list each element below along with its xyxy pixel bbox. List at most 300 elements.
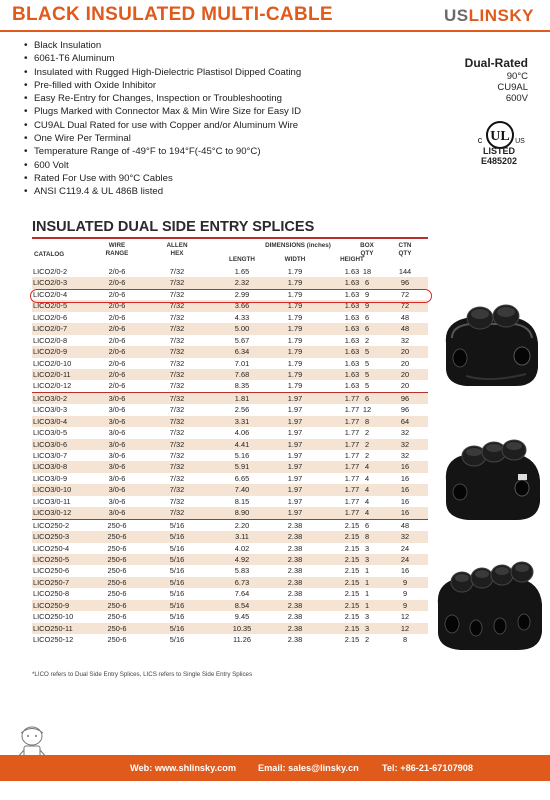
rating-temp: 90°C xyxy=(506,71,528,82)
cell-wire-range: 250-6 xyxy=(107,566,127,576)
ul-mark-text: UL xyxy=(490,129,510,144)
cell-length: 7.68 xyxy=(234,369,250,379)
table-row xyxy=(32,312,428,323)
table-body xyxy=(32,266,428,645)
cell-ctn-qty: 96 xyxy=(400,278,410,288)
cell-box-qty: 1 xyxy=(364,566,370,576)
cell-width: 1.97 xyxy=(287,462,303,472)
cell-catalog: LICO250-5 xyxy=(33,554,70,564)
cell-height: 1.77 xyxy=(344,485,360,495)
cell-width: 1.97 xyxy=(287,508,303,518)
cell-height: 1.63 xyxy=(344,347,360,357)
table-row xyxy=(32,450,428,461)
cell-ctn-qty: 9 xyxy=(402,600,408,610)
cell-wire-range: 3/0-6 xyxy=(108,451,126,460)
cell-ctn-qty: 72 xyxy=(400,301,410,311)
feature-item: • 6061-T6 Aluminum xyxy=(24,52,404,65)
cell-box-qty: 6 xyxy=(364,312,370,322)
cell-allen-hex: 5/16 xyxy=(169,554,185,564)
cell-length: 11.26 xyxy=(233,635,251,644)
cell-allen-hex: 5/16 xyxy=(169,623,185,633)
cell-box-qty: 5 xyxy=(364,381,370,391)
header-dimensions: DIMENSIONS (inches) xyxy=(265,242,331,249)
cell-length: 8.15 xyxy=(234,496,250,506)
cell-ctn-qty: 20 xyxy=(400,347,410,357)
cell-box-qty: 6 xyxy=(364,520,370,530)
cell-ctn-qty: 20 xyxy=(400,358,410,368)
cell-width: 2.38 xyxy=(287,612,303,622)
cell-wire-range: 3/0-6 xyxy=(108,508,126,518)
cell-width: 1.79 xyxy=(287,289,303,299)
cell-allen-hex: 7/32 xyxy=(169,428,185,438)
cell-catalog: LICO250-8 xyxy=(33,589,70,599)
feature-item: • ANSI C119.4 & UL 486B listed xyxy=(24,185,404,198)
cell-height: 1.77 xyxy=(344,439,360,449)
table-row xyxy=(32,416,428,427)
cell-wire-range: 2/0-6 xyxy=(108,347,126,357)
cell-catalog: LICO3/0-7 xyxy=(33,451,68,460)
cell-length: 2.20 xyxy=(234,520,250,530)
cell-height: 1.63 xyxy=(344,369,360,379)
cell-length: 5.83 xyxy=(234,566,250,576)
cell-width: 1.79 xyxy=(287,381,303,391)
cell-length: 4.06 xyxy=(234,428,250,438)
cell-height: 2.15 xyxy=(344,623,360,633)
table-row xyxy=(32,484,428,495)
cell-height: 2.15 xyxy=(344,635,360,644)
cell-wire-range: 3/0-6 xyxy=(108,428,126,438)
cell-box-qty: 5 xyxy=(364,358,370,368)
footer-bar xyxy=(0,755,550,781)
table-row xyxy=(32,346,428,357)
table-row xyxy=(32,496,428,507)
cell-catalog: LICO2/0-11 xyxy=(33,369,71,379)
cell-height: 2.15 xyxy=(344,554,360,564)
cell-length: 4.92 xyxy=(234,554,250,564)
cell-wire-range: 2/0-6 xyxy=(108,324,126,334)
rating-cu: CU9AL xyxy=(497,82,528,93)
cell-height: 2.15 xyxy=(344,577,360,587)
cell-length: 8.90 xyxy=(234,508,250,518)
cell-length: 2.32 xyxy=(234,278,250,288)
table-row xyxy=(32,543,428,554)
cell-wire-range: 2/0-6 xyxy=(108,289,126,299)
table-row xyxy=(32,519,428,531)
cell-allen-hex: 7/32 xyxy=(169,347,185,357)
cell-length: 7.64 xyxy=(234,589,250,599)
cell-length: 4.33 xyxy=(234,312,250,322)
cell-box-qty: 5 xyxy=(364,369,370,379)
ul-listing-number: E485202 xyxy=(480,156,518,166)
cell-wire-range: 250-6 xyxy=(107,554,127,564)
cell-height: 1.63 xyxy=(344,267,360,276)
splice-3port-image xyxy=(438,430,546,526)
cell-height: 1.63 xyxy=(344,312,360,322)
cell-catalog: LICO2/0-2 xyxy=(33,267,68,276)
cell-box-qty: 6 xyxy=(364,278,370,288)
cell-ctn-qty: 16 xyxy=(400,566,410,576)
header-box-qty: BOX QTY xyxy=(360,242,374,257)
cell-catalog: LICO250-3 xyxy=(33,532,70,542)
table-row xyxy=(32,611,428,622)
cell-box-qty: 18 xyxy=(362,267,372,276)
cell-box-qty: 4 xyxy=(364,485,370,495)
cell-catalog: LICO2/0-10 xyxy=(33,358,72,368)
cell-catalog: LICO2/0-7 xyxy=(33,324,68,334)
cell-wire-range: 250-6 xyxy=(107,577,127,587)
feature-item: • CU9AL Dual Rated for use with Copper and/or Aluminum Wire xyxy=(24,119,404,132)
cell-ctn-qty: 32 xyxy=(400,451,410,460)
cell-length: 5.00 xyxy=(234,324,250,334)
cell-wire-range: 2/0-6 xyxy=(108,301,126,311)
cell-width: 2.38 xyxy=(287,600,303,610)
cell-width: 2.38 xyxy=(287,532,303,542)
cell-length: 5.16 xyxy=(234,451,250,460)
cell-wire-range: 2/0-6 xyxy=(108,278,126,288)
cell-catalog: LICO3/0-11 xyxy=(33,496,71,506)
cell-ctn-qty: 48 xyxy=(400,324,410,334)
cell-allen-hex: 5/16 xyxy=(169,577,185,587)
cell-height: 1.77 xyxy=(344,416,360,426)
cell-box-qty: 2 xyxy=(364,451,370,460)
ul-us-text: US xyxy=(515,138,525,145)
cell-allen-hex: 7/32 xyxy=(169,416,185,426)
cell-allen-hex: 7/32 xyxy=(169,439,185,449)
table-row xyxy=(32,461,428,472)
splice-4port-image xyxy=(432,548,546,658)
table-row xyxy=(32,335,428,346)
cell-wire-range: 3/0-6 xyxy=(108,473,126,483)
cell-ctn-qty: 16 xyxy=(400,462,410,472)
cell-width: 2.38 xyxy=(287,635,303,644)
cell-catalog: LICO250-11 xyxy=(33,623,73,633)
cell-length: 1.65 xyxy=(234,267,250,276)
cell-ctn-qty: 16 xyxy=(400,485,410,495)
cell-wire-range: 3/0-6 xyxy=(108,405,126,415)
cell-allen-hex: 7/32 xyxy=(169,393,185,403)
feature-item: • Temperature Range of -49°F to 194°F(-45°C to 90°C) xyxy=(24,145,404,158)
table-header xyxy=(32,240,428,266)
cell-width: 2.38 xyxy=(287,543,303,553)
header-ctn-qty: CTN QTY xyxy=(398,242,412,257)
table-row xyxy=(32,554,428,565)
cell-ctn-qty: 32 xyxy=(400,335,410,345)
cell-allen-hex: 5/16 xyxy=(169,635,185,644)
table-row xyxy=(32,427,428,438)
cell-wire-range: 2/0-6 xyxy=(108,335,126,345)
cell-catalog: LICO2/0-12 xyxy=(33,381,72,391)
page-bottom-margin xyxy=(0,781,550,800)
cell-width: 1.79 xyxy=(287,347,303,357)
cell-ctn-qty: 144 xyxy=(398,267,412,276)
cell-catalog: LICO250-10 xyxy=(33,612,74,622)
cell-allen-hex: 5/16 xyxy=(169,520,185,530)
cell-length: 4.41 xyxy=(234,439,250,449)
table-footnote: *LICO refers to Dual Side Entry Splices, LICS refers to Single Side Entry Splices xyxy=(32,671,253,678)
table-row xyxy=(32,531,428,542)
cell-wire-range: 3/0-6 xyxy=(108,462,126,472)
cell-allen-hex: 7/32 xyxy=(169,289,185,299)
cell-wire-range: 250-6 xyxy=(107,635,127,644)
cell-catalog: LICO250-4 xyxy=(33,543,70,553)
cell-width: 1.79 xyxy=(287,335,303,345)
cell-allen-hex: 7/32 xyxy=(169,451,185,460)
cell-height: 1.77 xyxy=(344,462,360,472)
cell-catalog: LICO3/0-2 xyxy=(33,393,68,403)
cell-box-qty: 3 xyxy=(364,554,370,564)
cell-length: 6.34 xyxy=(234,347,250,357)
splice-2port-image xyxy=(436,288,546,398)
cell-box-qty: 5 xyxy=(364,347,370,357)
cell-ctn-qty: 8 xyxy=(402,635,408,644)
cell-catalog: LICO2/0-9 xyxy=(33,347,68,357)
cell-catalog: LICO2/0-3 xyxy=(33,278,68,288)
cell-height: 1.77 xyxy=(344,405,360,415)
cell-width: 2.38 xyxy=(287,589,303,599)
table-row xyxy=(32,380,428,391)
table-row xyxy=(32,439,428,450)
cell-height: 2.15 xyxy=(344,566,360,576)
cell-catalog: LICO250-2 xyxy=(33,520,70,530)
cell-allen-hex: 5/16 xyxy=(169,589,185,599)
cell-length: 10.35 xyxy=(232,623,252,633)
cell-length: 5.67 xyxy=(234,335,250,345)
cell-allen-hex: 7/32 xyxy=(169,278,185,288)
cell-wire-range: 250-6 xyxy=(107,520,127,530)
cell-wire-range: 3/0-6 xyxy=(108,485,126,495)
cell-allen-hex: 5/16 xyxy=(169,612,185,622)
cell-width: 1.97 xyxy=(287,485,303,495)
cell-ctn-qty: 48 xyxy=(400,520,410,530)
feature-item: • Black Insulation xyxy=(24,39,404,52)
cell-width: 1.97 xyxy=(287,439,303,449)
cell-catalog: LICO250-9 xyxy=(33,600,70,610)
table-row xyxy=(32,565,428,576)
cell-catalog: LICO3/0-3 xyxy=(33,405,68,415)
table-row xyxy=(32,266,428,277)
cell-ctn-qty: 12 xyxy=(400,623,410,633)
cell-height: 1.63 xyxy=(344,358,360,368)
cell-box-qty: 1 xyxy=(364,589,370,599)
cell-height: 1.63 xyxy=(344,301,360,311)
cell-height: 1.63 xyxy=(344,324,360,334)
cell-width: 1.79 xyxy=(287,267,303,276)
cell-length: 3.11 xyxy=(235,532,249,542)
cell-width: 2.38 xyxy=(287,554,303,564)
cell-height: 2.15 xyxy=(344,532,360,542)
cell-width: 1.97 xyxy=(287,428,303,438)
cell-box-qty: 4 xyxy=(364,473,370,483)
cell-catalog: LICO2/0-6 xyxy=(33,312,68,322)
cell-length: 1.81 xyxy=(234,393,250,403)
cell-box-qty: 4 xyxy=(364,508,370,518)
table-row xyxy=(32,588,428,599)
section-title: INSULATED DUAL SIDE ENTRY SPLICES xyxy=(32,219,315,235)
feature-list xyxy=(24,39,404,199)
ul-listing xyxy=(466,146,532,166)
cell-box-qty: 3 xyxy=(364,623,370,633)
table-row xyxy=(32,404,428,415)
cell-wire-range: 250-6 xyxy=(107,589,127,599)
cell-height: 1.77 xyxy=(344,428,360,438)
cell-wire-range: 2/0-6 xyxy=(108,358,126,368)
cell-wire-range: 2/0-6 xyxy=(108,312,126,322)
cell-height: 1.63 xyxy=(344,278,360,288)
cell-wire-range: 250-6 xyxy=(107,600,127,610)
footer-email[interactable]: Email: sales@linsky.cn xyxy=(258,763,359,773)
cell-wire-range: 3/0-6 xyxy=(108,393,126,403)
cell-allen-hex: 7/32 xyxy=(169,381,185,391)
feature-item: • Plugs Marked with Connector Max & Min Wire Size for Easy ID xyxy=(24,105,404,118)
cell-ctn-qty: 24 xyxy=(400,543,410,553)
cell-length: 8.35 xyxy=(234,381,250,391)
cell-box-qty: 8 xyxy=(364,416,370,426)
cell-wire-range: 3/0-6 xyxy=(108,439,126,449)
cell-allen-hex: 7/32 xyxy=(169,369,185,379)
table-row xyxy=(32,277,428,288)
cell-ctn-qty: 20 xyxy=(400,381,410,391)
table-row xyxy=(32,507,428,518)
cell-ctn-qty: 72 xyxy=(400,289,410,299)
cell-ctn-qty: 16 xyxy=(400,496,410,506)
table-row xyxy=(32,577,428,588)
cell-wire-range: 3/0-6 xyxy=(108,416,126,426)
cell-length: 3.66 xyxy=(234,301,250,311)
cell-box-qty: 1 xyxy=(364,577,370,587)
cell-catalog: LICO250-12 xyxy=(33,635,74,644)
cell-box-qty: 12 xyxy=(362,405,372,415)
footer-web[interactable]: Web: www.shlinsky.com xyxy=(130,763,237,773)
cell-height: 1.77 xyxy=(344,508,360,518)
cell-width: 1.97 xyxy=(287,473,303,483)
brand-prefix: US xyxy=(444,6,469,25)
feature-item: • Pre-filled with Oxide Inhibitor xyxy=(24,79,404,92)
cell-allen-hex: 7/32 xyxy=(169,462,185,472)
cell-box-qty: 2 xyxy=(364,439,370,449)
cell-allen-hex: 7/32 xyxy=(169,405,185,415)
cell-allen-hex: 5/16 xyxy=(169,600,185,610)
cell-height: 1.77 xyxy=(344,496,360,506)
cell-catalog: LICO3/0-6 xyxy=(33,439,68,449)
cell-height: 1.77 xyxy=(344,473,360,483)
feature-item: • Easy Re-Entry for Changes, Inspection or Troubleshooting xyxy=(24,92,404,105)
ul-c-text: c xyxy=(477,135,483,145)
cell-box-qty: 2 xyxy=(364,635,370,644)
cell-width: 1.97 xyxy=(287,451,303,460)
feature-item: • One Wire Per Terminal xyxy=(24,132,404,145)
cell-height: 1.63 xyxy=(344,289,360,299)
cell-catalog: LICO3/0-12 xyxy=(33,508,72,518)
table-row xyxy=(32,634,428,645)
rating-head: Dual-Rated xyxy=(464,56,528,70)
section-rule xyxy=(32,237,428,239)
cell-allen-hex: 7/32 xyxy=(169,301,185,311)
cell-width: 1.79 xyxy=(287,324,303,334)
cell-width: 1.79 xyxy=(287,312,303,322)
cell-catalog: LICO2/0-4 xyxy=(33,289,68,299)
highlight-row-outline xyxy=(30,289,432,303)
cell-box-qty: 3 xyxy=(364,612,370,622)
page-title: BLACK INSULATED MULTI-CABLE xyxy=(12,4,333,25)
cell-height: 1.77 xyxy=(344,393,360,403)
cell-catalog: LICO2/0-8 xyxy=(33,335,68,345)
cell-allen-hex: 5/16 xyxy=(169,532,185,542)
cell-width: 1.79 xyxy=(287,369,303,379)
cell-ctn-qty: 9 xyxy=(402,577,408,587)
cell-ctn-qty: 32 xyxy=(400,428,410,438)
table-row xyxy=(32,600,428,611)
cell-length: 4.02 xyxy=(234,543,250,553)
table-row xyxy=(32,623,428,634)
cell-allen-hex: 7/32 xyxy=(169,508,185,518)
table-row xyxy=(32,392,428,404)
cell-catalog: LICO3/0-8 xyxy=(33,462,68,472)
cell-box-qty: 9 xyxy=(364,301,370,311)
cell-length: 3.31 xyxy=(234,416,250,426)
cell-allen-hex: 7/32 xyxy=(169,312,185,322)
cell-ctn-qty: 96 xyxy=(400,393,410,403)
cell-wire-range: 250-6 xyxy=(107,612,127,622)
cell-allen-hex: 7/32 xyxy=(169,485,185,495)
cell-box-qty: 6 xyxy=(364,393,370,403)
cell-height: 2.15 xyxy=(344,612,360,622)
cell-width: 1.79 xyxy=(287,278,303,288)
cell-width: 2.38 xyxy=(287,566,303,576)
cell-catalog: LICO250-7 xyxy=(33,577,70,587)
cell-length: 7.40 xyxy=(234,485,250,495)
cell-wire-range: 250-6 xyxy=(107,532,127,542)
cell-allen-hex: 7/32 xyxy=(169,358,185,368)
cell-height: 2.15 xyxy=(344,589,360,599)
cell-allen-hex: 5/16 xyxy=(169,566,185,576)
header-width: WIDTH xyxy=(284,256,306,263)
cell-length: 2.99 xyxy=(234,289,250,299)
cell-allen-hex: 7/32 xyxy=(169,335,185,345)
cell-box-qty: 4 xyxy=(364,496,370,506)
brand-suffix: LINSKY xyxy=(468,6,534,25)
cell-ctn-qty: 48 xyxy=(400,312,410,322)
table-row xyxy=(32,369,428,380)
header-rule xyxy=(0,30,550,32)
cell-height: 2.15 xyxy=(344,543,360,553)
cell-length: 2.56 xyxy=(234,405,250,415)
cell-ctn-qty: 9 xyxy=(402,589,408,599)
cell-height: 1.63 xyxy=(344,381,360,391)
feature-item: • Rated For Use with 90°C Cables xyxy=(24,172,404,185)
cell-width: 2.38 xyxy=(287,623,303,633)
cell-length: 8.54 xyxy=(234,600,250,610)
table-row xyxy=(32,323,428,334)
rating-block xyxy=(465,56,528,104)
cell-width: 1.97 xyxy=(287,405,303,415)
cell-length: 7.01 xyxy=(234,358,250,368)
cell-box-qty: 1 xyxy=(364,600,370,610)
cell-catalog: LICO250-6 xyxy=(33,566,70,576)
cell-width: 1.97 xyxy=(287,393,303,403)
cell-length: 6.65 xyxy=(234,473,250,483)
cell-wire-range: 2/0-6 xyxy=(108,267,126,276)
cell-allen-hex: 7/32 xyxy=(169,473,185,483)
cell-width: 1.97 xyxy=(287,496,303,506)
cell-wire-range: 250-6 xyxy=(107,543,127,553)
cell-box-qty: 9 xyxy=(364,289,370,299)
cell-allen-hex: 7/32 xyxy=(169,324,185,334)
cell-ctn-qty: 96 xyxy=(400,405,410,415)
cell-allen-hex: 7/32 xyxy=(169,267,185,276)
brand-logo xyxy=(444,6,534,26)
cell-width: 1.97 xyxy=(287,416,303,426)
cell-ctn-qty: 12 xyxy=(400,612,410,622)
